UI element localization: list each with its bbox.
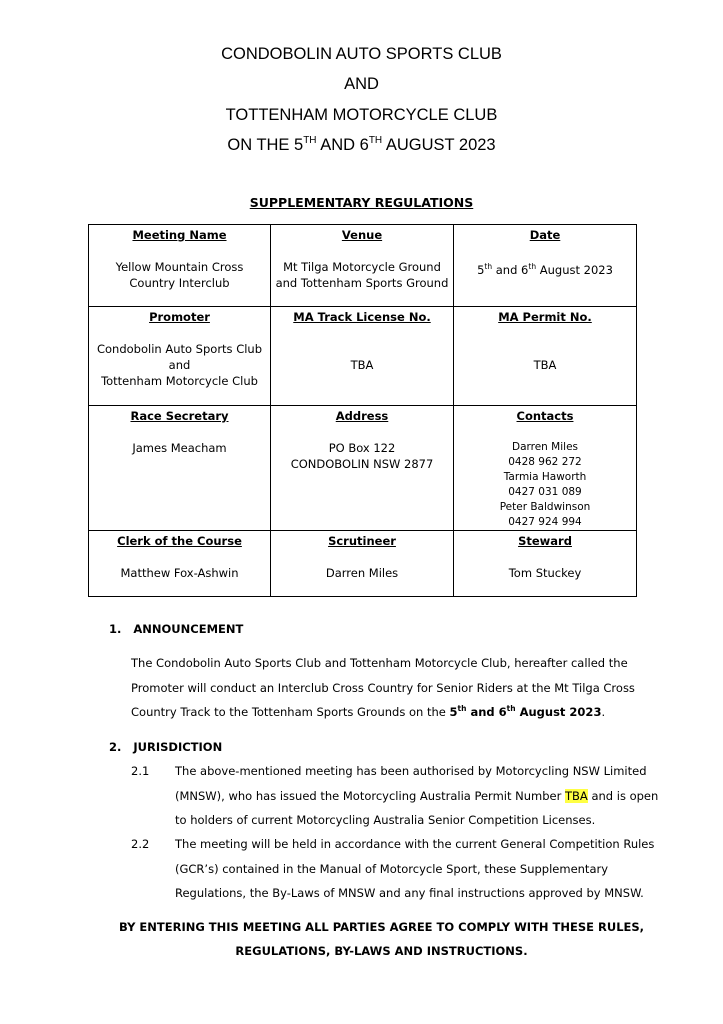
table-row [89, 531, 637, 597]
date-value: 5th and 6th August 2023 [477, 262, 613, 277]
table-row [89, 225, 637, 307]
promoter-value-1: Condobolin Auto Sports Club [96, 342, 263, 356]
track-license-cell [271, 307, 454, 406]
clause-2-1-number: 2.1 [131, 764, 150, 778]
document-subtitle: SUPPLEMENTARY REGULATIONS [249, 195, 474, 210]
header-line-1: CONDOBOLIN AUTO SPORTS CLUB [221, 45, 502, 63]
section-1-line: The Condobolin Auto Sports Club and Tottenham Motorcycle Club, hereafter called the [131, 656, 628, 670]
contact-line: 0428 962 272 [508, 456, 582, 468]
clerk-cell [89, 531, 271, 597]
section-1-body [131, 651, 691, 725]
section-1-line: Promoter will conduct an Interclub Cross Country for Senior Riders at the Mt Tilga Cross [131, 680, 635, 695]
contact-line: Tarmia Haworth [503, 471, 587, 483]
clerk-label: Clerk of the Course [117, 534, 242, 548]
meeting-name-value-1: Yellow Mountain Cross [115, 260, 244, 274]
header-line-3: TOTTENHAM MOTORCYCLE CLUB [225, 106, 498, 124]
meeting-name-label: Meeting Name [132, 228, 227, 242]
contacts-cell [454, 406, 637, 531]
track-license-value: TBA [350, 358, 374, 372]
meeting-name-cell [89, 225, 271, 307]
clause-2-1-line: The above-mentioned meeting has been authorised by Motorcycling NSW Limited [175, 764, 647, 778]
clause-2-1-body [175, 759, 675, 833]
steward-label: Steward [518, 534, 572, 548]
clause-2-1-line: to holders of current Motorcycling Australia Senior Competition Licenses. [175, 813, 596, 827]
header-line-2: AND [344, 75, 379, 93]
venue-label: Venue [341, 228, 383, 242]
closing-statement-line-1: BY ENTERING THIS MEETING ALL PARTIES AGREE TO COMPLY WITH THESE RULES, [118, 920, 645, 934]
venue-value-1: Mt Tilga Motorcycle Ground [283, 260, 441, 274]
promoter-value-2: and [168, 358, 191, 372]
header-line-4: ON THE 5TH AND 6TH AUGUST 2023 [227, 134, 496, 154]
contact-line: 0427 924 994 [508, 516, 582, 528]
promoter-cell [89, 307, 271, 406]
clerk-value: Matthew Fox-Ashwin [120, 566, 239, 580]
promoter-label: Promoter [149, 310, 210, 324]
steward-cell [454, 531, 637, 597]
permit-value: TBA [533, 358, 557, 372]
address-label: Address [335, 409, 389, 423]
clause-2-2-body [175, 832, 675, 906]
address-cell [271, 406, 454, 531]
clause-2-2-line: The meeting will be held in accordance with the current General Competition Rules [175, 837, 655, 851]
section-1-line: Country Track to the Tottenham Sports Grounds on the 5th and 6th August 2023. [131, 704, 606, 719]
date-label: Date [529, 228, 561, 242]
clause-2-2-number: 2.2 [131, 837, 150, 851]
contact-line: Peter Baldwinson [499, 501, 591, 513]
clause-2-2-line: (GCR’s) contained in the Manual of Motorcycle Sport, these Supplementary [175, 861, 609, 876]
scrutineer-cell [271, 531, 454, 597]
highlighted-permit-number: TBA [565, 788, 588, 803]
promoter-value-3: Tottenham Motorcycle Club [101, 374, 258, 388]
table-row [89, 307, 637, 406]
closing-statement-line-2: REGULATIONS, BY-LAWS AND INSTRUCTIONS. [235, 944, 528, 958]
contact-line: 0427 031 089 [508, 486, 582, 498]
address-value-2: CONDOBOLIN NSW 2877 [290, 457, 434, 471]
secretary-value: James Meacham [132, 441, 227, 455]
secretary-label: Race Secretary [130, 409, 229, 423]
contact-line: Darren Miles [511, 441, 578, 453]
meeting-name-value-2: Country Interclub [129, 276, 230, 290]
steward-value: Tom Stuckey [508, 566, 582, 580]
section-2-heading: 2. JURISDICTION [109, 740, 223, 754]
address-value-1: PO Box 122 [328, 441, 396, 455]
venue-value-2: and Tottenham Sports Ground [275, 276, 449, 290]
permit-label: MA Permit No. [498, 310, 592, 324]
clause-2-2-line: Regulations, the By-Laws of MNSW and any final instructions approved by MNSW. [175, 886, 644, 900]
contacts-label: Contacts [516, 409, 574, 423]
permit-cell [454, 307, 637, 406]
scrutineer-label: Scrutineer [328, 534, 396, 548]
venue-cell [271, 225, 454, 307]
secretary-cell [89, 406, 271, 531]
date-cell [454, 225, 637, 307]
track-license-label: MA Track License No. [293, 310, 431, 324]
table-row [89, 406, 637, 531]
regulations-table [88, 224, 637, 597]
scrutineer-value: Darren Miles [325, 566, 399, 580]
clause-2-1-line: (MNSW), who has issued the Motorcycling Australia Permit Number TBA and is open [175, 788, 659, 803]
section-1-heading: 1. ANNOUNCEMENT [109, 622, 244, 636]
